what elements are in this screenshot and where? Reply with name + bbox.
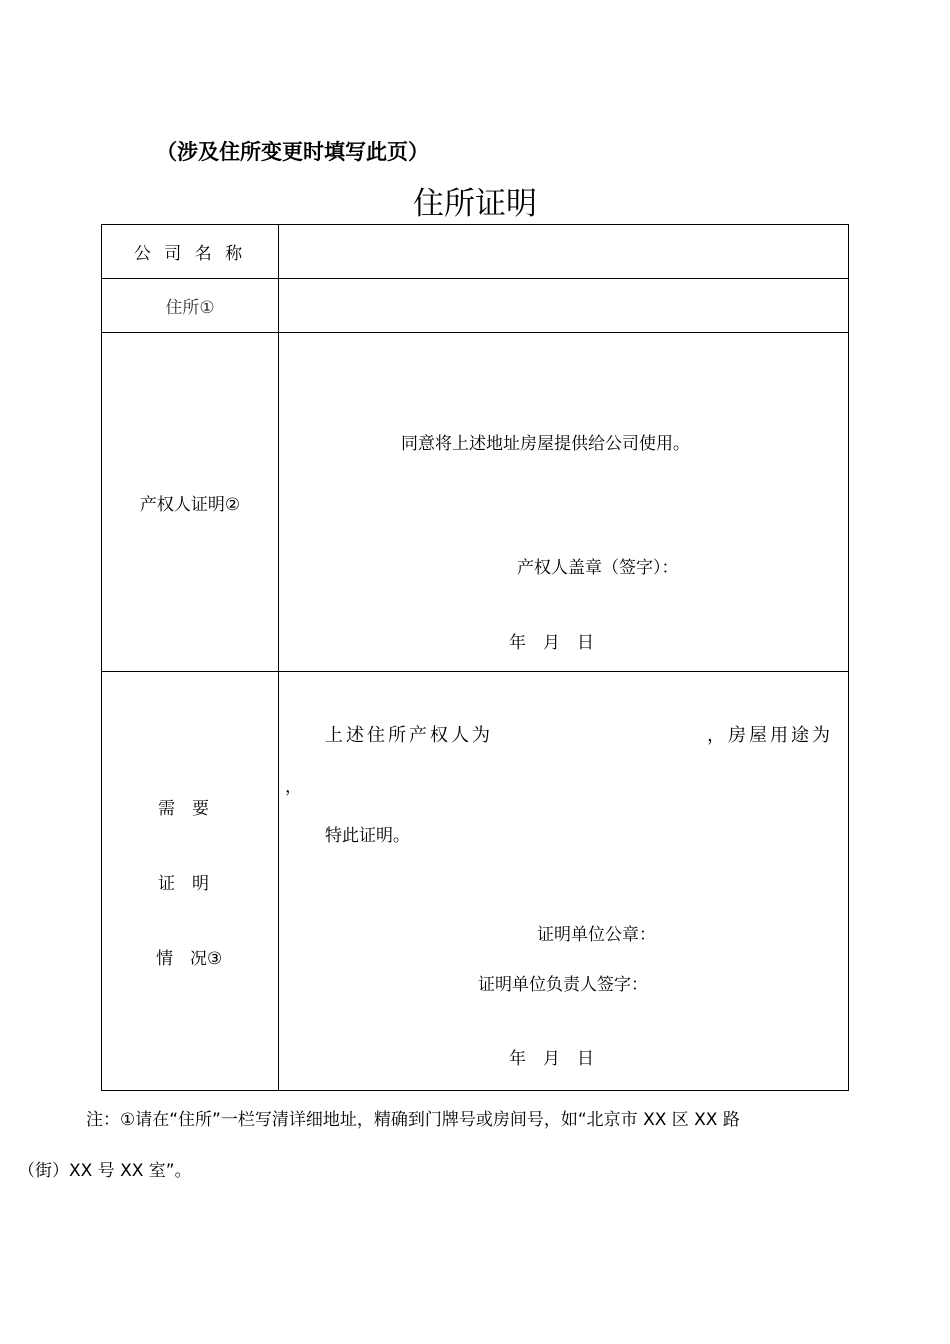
owner-proof-label [102, 333, 279, 672]
company-name-label [102, 225, 279, 279]
page-title: 住所证明 [413, 186, 537, 222]
table-row [102, 225, 849, 279]
address-proof-table [101, 224, 849, 1091]
form-note: （涉及住所变更时填写此页） [156, 140, 429, 164]
company-name-field[interactable] [279, 225, 849, 279]
address-label [102, 279, 279, 333]
need-owner-prefix: 上述住所产权人为 [325, 725, 493, 746]
need-date-label: 年 月 日 [509, 1049, 594, 1069]
need-certify-text: 特此证明。 [325, 826, 410, 846]
company-name-label-text: 公 司 名 称 [133, 244, 247, 264]
need-label-line1: 需 要 [158, 799, 209, 819]
table-row [102, 333, 849, 672]
need-line2-comma: ， [285, 777, 302, 797]
need-label-line2: 证 明 [158, 874, 209, 894]
owner-proof-cell[interactable] [279, 333, 849, 672]
address-field[interactable] [279, 279, 849, 333]
need-label-line3: 情 况③ [156, 949, 223, 969]
owner-proof-label-text: 产权人证明② [139, 494, 241, 515]
need-seal-label: 证明单位公章： [537, 925, 656, 945]
need-signer-label: 证明单位负责人签字： [478, 975, 648, 995]
table-row [102, 279, 849, 333]
need-proof-label [102, 672, 279, 1091]
owner-seal-label: 产权人盖章（签字）： [517, 558, 679, 578]
footnote-line1: 注：①请在“住所”一栏写清详细地址，精确到门牌号或房间号，如“北京市 XX 区 XX 路 [86, 1110, 740, 1130]
address-label-text: 住所① [165, 298, 215, 318]
table-row [102, 672, 849, 1091]
need-usage-label: ，房屋用途为 [707, 725, 833, 746]
owner-consent-text: 同意将上述地址房屋提供给公司使用。 [401, 434, 690, 454]
need-proof-cell[interactable] [279, 672, 849, 1091]
owner-date-label: 年 月 日 [509, 633, 594, 653]
footnote-line2: （街）XX 号 XX 室”。 [18, 1161, 192, 1181]
